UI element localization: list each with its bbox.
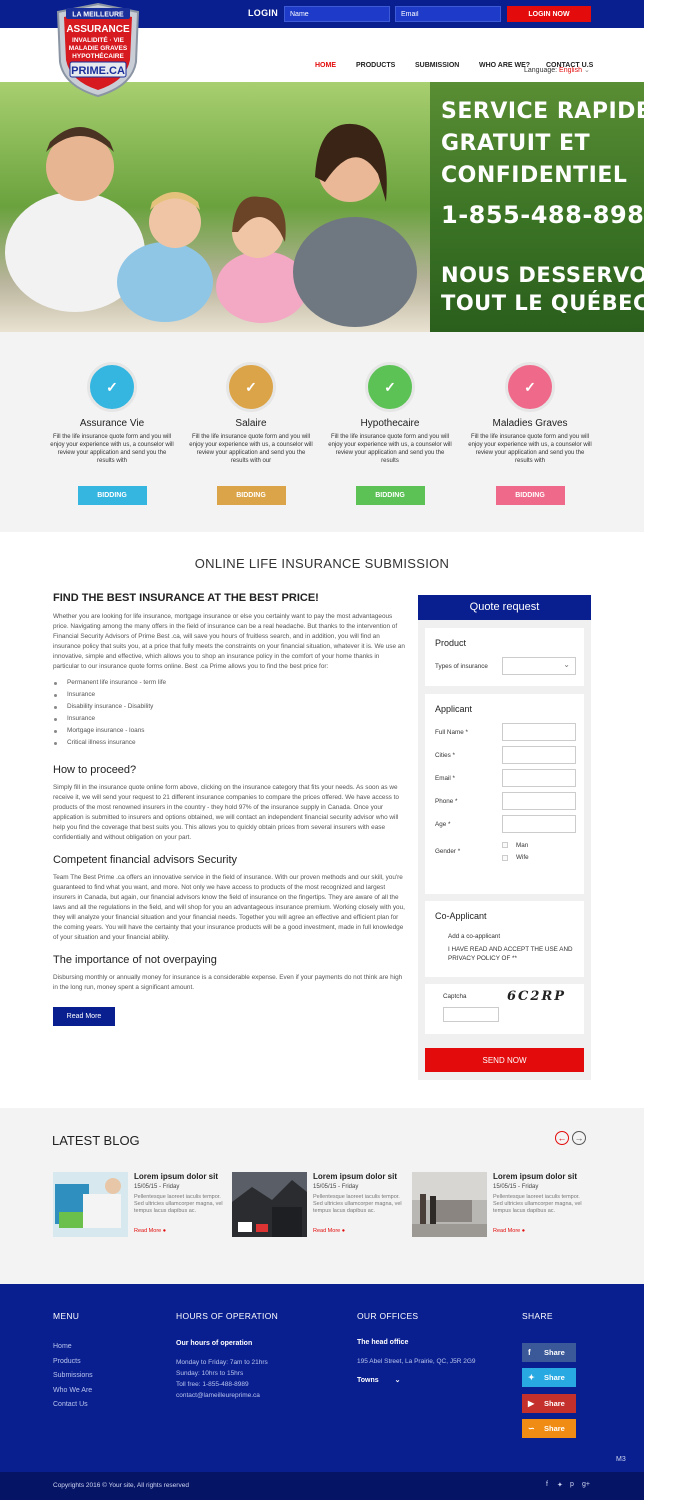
hours-subheading: Our hours of operation	[176, 1340, 253, 1347]
post-excerpt: Pellentesque laoreet iaculis tempor. Sed ultricies ullamcorper magna, vel tempus lacus dapibus ac.	[313, 1194, 402, 1214]
service-desc: Fill the life insurance quote form and you will enjoy your experience with us, a counselor will review your application and send you the results	[328, 434, 452, 464]
nav-products[interactable]: PRODUCTS	[356, 62, 396, 69]
quote-request-form	[418, 595, 591, 1080]
post-date: 15/05/15 - Friday	[313, 1184, 359, 1190]
age-input[interactable]	[502, 815, 576, 833]
field-label: Email *	[435, 775, 455, 782]
latest-blog-section	[0, 1108, 644, 1284]
hero-line4: NOUS DESSERVONS	[441, 263, 681, 287]
contact-email[interactable]: contact@lameilleureprime.ca	[176, 1392, 260, 1399]
nav-who-are-we[interactable]: WHO ARE WE?	[479, 62, 531, 69]
footer-link-submissions[interactable]: Submissions	[53, 1372, 93, 1379]
insurance-type-select[interactable]	[502, 657, 576, 675]
footer-link-who-we-are[interactable]: Who We Are	[53, 1386, 93, 1394]
add-co-applicant[interactable]: Add a co-applicant	[448, 933, 501, 940]
accept-policy[interactable]: I HAVE READ AND ACCEPT THE USE AND PRIVACY POLICY OF **	[448, 946, 573, 962]
article-heading-3: Competent financial advisors Security	[53, 854, 238, 866]
service-desc: Fill the life insurance quote form and you will enjoy your experience with us, a counselor will review your application and send you the results with	[468, 434, 592, 464]
service-title: Maladies Graves	[492, 418, 568, 429]
twitter-share-button[interactable]: ✦ Share	[522, 1368, 576, 1387]
bidding-button[interactable]: BIDDING	[496, 486, 565, 505]
full-name-input[interactable]	[502, 723, 576, 741]
hero-line1: SERVICE RAPIDE,	[441, 99, 661, 124]
chevron-down-icon: ⌄	[583, 67, 590, 74]
arrow-circle-icon: ●	[521, 1228, 526, 1234]
article-heading-4: The importance of not overpaying	[53, 954, 217, 966]
arrow-circle-icon: ●	[162, 1228, 167, 1234]
post-read-more[interactable]: Read More ●	[493, 1228, 526, 1234]
blog-thumbnail	[232, 1172, 307, 1237]
list-item: Insurance	[53, 689, 405, 701]
nav-contact[interactable]: CONTACT U.S	[546, 62, 594, 69]
field-label: Cities *	[435, 752, 455, 759]
youtube-share-button[interactable]: ▶ Share	[522, 1394, 576, 1413]
arrow-circle-icon: ●	[341, 1228, 346, 1234]
logo-line5: HYPOTHÉCAIRE	[72, 53, 124, 60]
login-name-input[interactable]	[284, 6, 390, 22]
field-label: Phone *	[435, 798, 458, 805]
login-now-button[interactable]: LOGIN NOW	[507, 6, 591, 22]
article-heading-2: How to proceed?	[53, 764, 137, 776]
hours-list	[176, 1357, 268, 1401]
hero-line5: TOUT LE QUÉBEC	[441, 291, 649, 315]
wife-label: Wife	[516, 854, 529, 861]
hours-sunday: Sunday: 10hrs to 15hrs	[176, 1370, 244, 1377]
family-photo	[0, 82, 430, 332]
man-radio[interactable]	[502, 842, 508, 848]
article-paragraph-2: Simply fill in the insurance quote online form above, clicking on the insurance category that fits your needs. As soon as we receive it, we will send your request to 21 different insurance companies to compare the prices offered. We have access to products of the most renowned insurers in the country - they hold 97% of the insurance supply in Canada. Once your application is submitted to insurers and options obtained, we will contact an independent financial security advisor who will help you find the coverage that best suits you. This allows you to quickly obtain prices from several insurers with ease confidentially and without obligation on your part.	[53, 784, 399, 841]
bidding-button[interactable]: BIDDING	[217, 486, 286, 505]
list-item: Disability insurance - Disability	[53, 701, 405, 713]
nav-submission[interactable]: SUBMISSION	[415, 62, 460, 69]
captcha-input[interactable]	[443, 1007, 499, 1022]
field-label: Age *	[435, 821, 451, 828]
language-label: Language:	[524, 67, 558, 74]
insurance-list	[53, 677, 405, 749]
post-date: 15/05/15 - Friday	[493, 1184, 539, 1190]
towns-dropdown[interactable]: Towns ⌄	[357, 1377, 401, 1384]
google-plus-icon[interactable]: g+	[582, 1481, 590, 1488]
logo-line3: INVALIDITÉ · VIE	[72, 37, 124, 44]
hours-weekday: Monday to Friday: 7am to 21hrs	[176, 1359, 268, 1366]
footer-menu-heading: MENU	[53, 1311, 80, 1321]
post-read-more[interactable]: Read More ●	[313, 1228, 346, 1234]
blog-post[interactable]	[53, 1172, 228, 1237]
post-title: Lorem ipsum dolor sit	[134, 1172, 219, 1181]
hero-banner	[0, 82, 681, 332]
post-excerpt: Pellentesque laoreet iaculis tempor. Sed ultricies ullamcorper magna, vel tempus lacus dapibus ac.	[493, 1194, 582, 1214]
list-item: Critical illness insurance	[53, 737, 405, 749]
captcha-label: Captcha	[443, 993, 467, 1000]
twitter-icon: ✦	[528, 1373, 535, 1382]
site-footer	[0, 1284, 644, 1472]
facebook-icon[interactable]: f	[546, 1481, 548, 1488]
nav-home[interactable]: HOME	[315, 62, 336, 69]
hours-heading: HOURS OF OPERATION	[176, 1311, 279, 1321]
arrow-right-icon[interactable]: →	[572, 1131, 586, 1145]
check-icon: ✓	[505, 362, 555, 412]
bidding-button[interactable]: BIDDING	[356, 486, 425, 505]
facebook-icon: f	[528, 1348, 531, 1357]
logo-brand: PRIME.CA	[71, 65, 125, 77]
hero-line3: CONFIDENTIEL	[441, 163, 628, 188]
service-desc: Fill the life insurance quote form and you will enjoy your experience with us, a counselor will review your application and send you the results with our	[189, 434, 313, 464]
email-input[interactable]	[502, 769, 576, 787]
youtube-icon: ▶	[528, 1399, 535, 1408]
list-item: Mortgage insurance - loans	[53, 725, 405, 737]
service-title: Assurance Vie	[79, 418, 145, 429]
office-address: 195 Abel Street, La Prairie, QC, J5R 2G9	[357, 1358, 476, 1365]
bidding-button[interactable]: BIDDING	[78, 486, 147, 505]
chevron-down-icon: ⌄	[563, 660, 570, 669]
applicant-box	[425, 694, 584, 894]
section-title: ONLINE LIFE INSURANCE SUBMISSION	[194, 556, 450, 571]
list-item: Permanent life insurance - term life	[53, 677, 405, 689]
copyright-bar	[0, 1472, 644, 1500]
copyright-text: Copyrights 2016 © Your site, All rights reserved	[53, 1482, 189, 1489]
blog-title: LATEST BLOG	[52, 1133, 140, 1148]
read-more-button[interactable]: Read More	[53, 1007, 115, 1026]
check-icon: ✓	[226, 362, 276, 412]
service-salaire	[186, 362, 316, 505]
wife-radio[interactable]	[502, 855, 508, 861]
quote-title: Quote request	[418, 595, 591, 620]
blog-thumbnail	[412, 1172, 487, 1237]
footer-link-home[interactable]: Home	[53, 1343, 72, 1350]
service-maladies-graves	[465, 362, 595, 505]
cities-input[interactable]	[502, 746, 576, 764]
article	[53, 592, 405, 1026]
applicant-heading: Applicant	[435, 704, 473, 714]
field-label: Full Name *	[435, 729, 468, 736]
captcha-image: 6C2RP	[507, 989, 567, 1004]
logo-line4: MALADIE GRAVES	[68, 45, 128, 52]
co-applicant-box	[425, 901, 584, 977]
send-now-button[interactable]: SEND NOW	[425, 1048, 584, 1072]
toll-free: Toll free: 1-855-488-8989	[176, 1381, 249, 1388]
article-paragraph-4: Disbursing monthly or annually money for insurance is a considerable expense. Even if your payments do not think are high in the long run, money spent a significant amount.	[53, 974, 403, 991]
service-assurance-vie	[47, 362, 177, 505]
service-title: Salaire	[235, 418, 267, 429]
post-excerpt: Pellentesque laoreet iaculis tempor. Sed ultricies ullamcorper magna, vel tempus lacus dapibus ac.	[134, 1194, 223, 1214]
services-section	[0, 332, 644, 532]
head-office-label: The head office	[357, 1339, 409, 1346]
post-title: Lorem ipsum dolor sit	[493, 1172, 578, 1181]
list-item: Insurance	[53, 713, 405, 725]
check-icon: ✓	[87, 362, 137, 412]
login-label: LOGIN	[248, 8, 278, 18]
service-desc: Fill the life insurance quote form and you will enjoy your experience with us, a counselor will review your application and send you the results with	[50, 434, 174, 464]
facebook-share-button[interactable]: f Share	[522, 1343, 576, 1362]
twitter-icon[interactable]: ✦	[557, 1482, 563, 1489]
article-paragraph-1: Whether you are looking for life insurance, mortgage insurance or else you certainly want to pay the most advantageous price. Navigating among the many offers in the field of insurance can be a real headache. But thanks to the intervention of Financial Security Advisors of Prime Best .ca, will save you hours of fruitless search, and in addition, you will find an insurance policy that suits you, at a price that fully meets the constraints on your financial situation, whatever it is. We use an innovative, simple and effective, which allows you to shop an insurance policy in the comfort of your home thanks in particular to our insurance quote forms online. Best .ca Prime allows you to find the best price for:	[53, 613, 405, 670]
service-hypothecaire	[325, 362, 455, 505]
chevron-down-icon: ⌄	[394, 1377, 401, 1384]
post-date: 15/05/15 - Friday	[134, 1184, 180, 1190]
gender-label: Gender *	[435, 848, 461, 855]
site-logo[interactable]	[52, 2, 144, 98]
footer-link-products[interactable]: Products	[53, 1357, 81, 1365]
blog-post[interactable]	[412, 1172, 587, 1237]
post-title: Lorem ipsum dolor sit	[313, 1172, 398, 1181]
product-heading: Product	[435, 638, 467, 648]
hero-line2: GRATUIT ET	[441, 131, 591, 156]
article-paragraph-3: Team The Best Prime .ca offers an innovative service in the field of insurance. With our proven methods and our skill, you're guaranteed to find what you want, and more. Not only we have access to products of the most recognized and largest insurers in Canada, but again, our financial advisors know the field of insurance on the fingertips. They are aware of all the laws and all the regulations in the field, and will shop for you an advantageous insurance premium. Working closely with you, they will analyze your financial situation and your financial needs. Together you will agree an effective and efficient plan for the coming years. You will have the certainty that your insurance products will be a good investment, made in full knowledge of your situation and your financial ability.	[53, 874, 405, 941]
rss-icon: ∽	[528, 1424, 535, 1433]
types-label: Types of insurance	[435, 663, 488, 670]
logo-line1: LA MEILLEURE	[72, 11, 124, 19]
footer-menu	[53, 1340, 93, 1413]
login-email-input[interactable]	[395, 6, 501, 22]
hero-phone: 1-855-488-8989	[441, 201, 662, 229]
footer-link-contact-us[interactable]: Contact Us	[53, 1401, 88, 1408]
blog-post[interactable]	[232, 1172, 407, 1237]
blog-thumbnail	[53, 1172, 128, 1237]
language-value: English	[559, 67, 583, 74]
man-label: Man	[516, 842, 529, 849]
phone-input[interactable]	[502, 792, 576, 810]
rss-share-button[interactable]: ∽ Share	[522, 1419, 576, 1438]
article-heading-1: FIND THE BEST INSURANCE AT THE BEST PRICE!	[53, 592, 319, 604]
check-icon: ✓	[365, 362, 415, 412]
offices-heading: OUR OFFICES	[357, 1311, 419, 1321]
product-box	[425, 628, 584, 686]
arrow-left-icon[interactable]: ←	[555, 1131, 569, 1145]
co-applicant-heading: Co-Applicant	[435, 911, 487, 921]
pinterest-icon[interactable]: p	[570, 1481, 574, 1488]
m3-badge: M3	[616, 1456, 626, 1463]
logo-line2: ASSURANCE	[66, 24, 130, 35]
service-title: Hypothecaire	[360, 418, 420, 429]
captcha-box	[425, 984, 584, 1034]
post-read-more[interactable]: Read More ●	[134, 1228, 167, 1234]
share-heading: SHARE	[522, 1311, 553, 1321]
